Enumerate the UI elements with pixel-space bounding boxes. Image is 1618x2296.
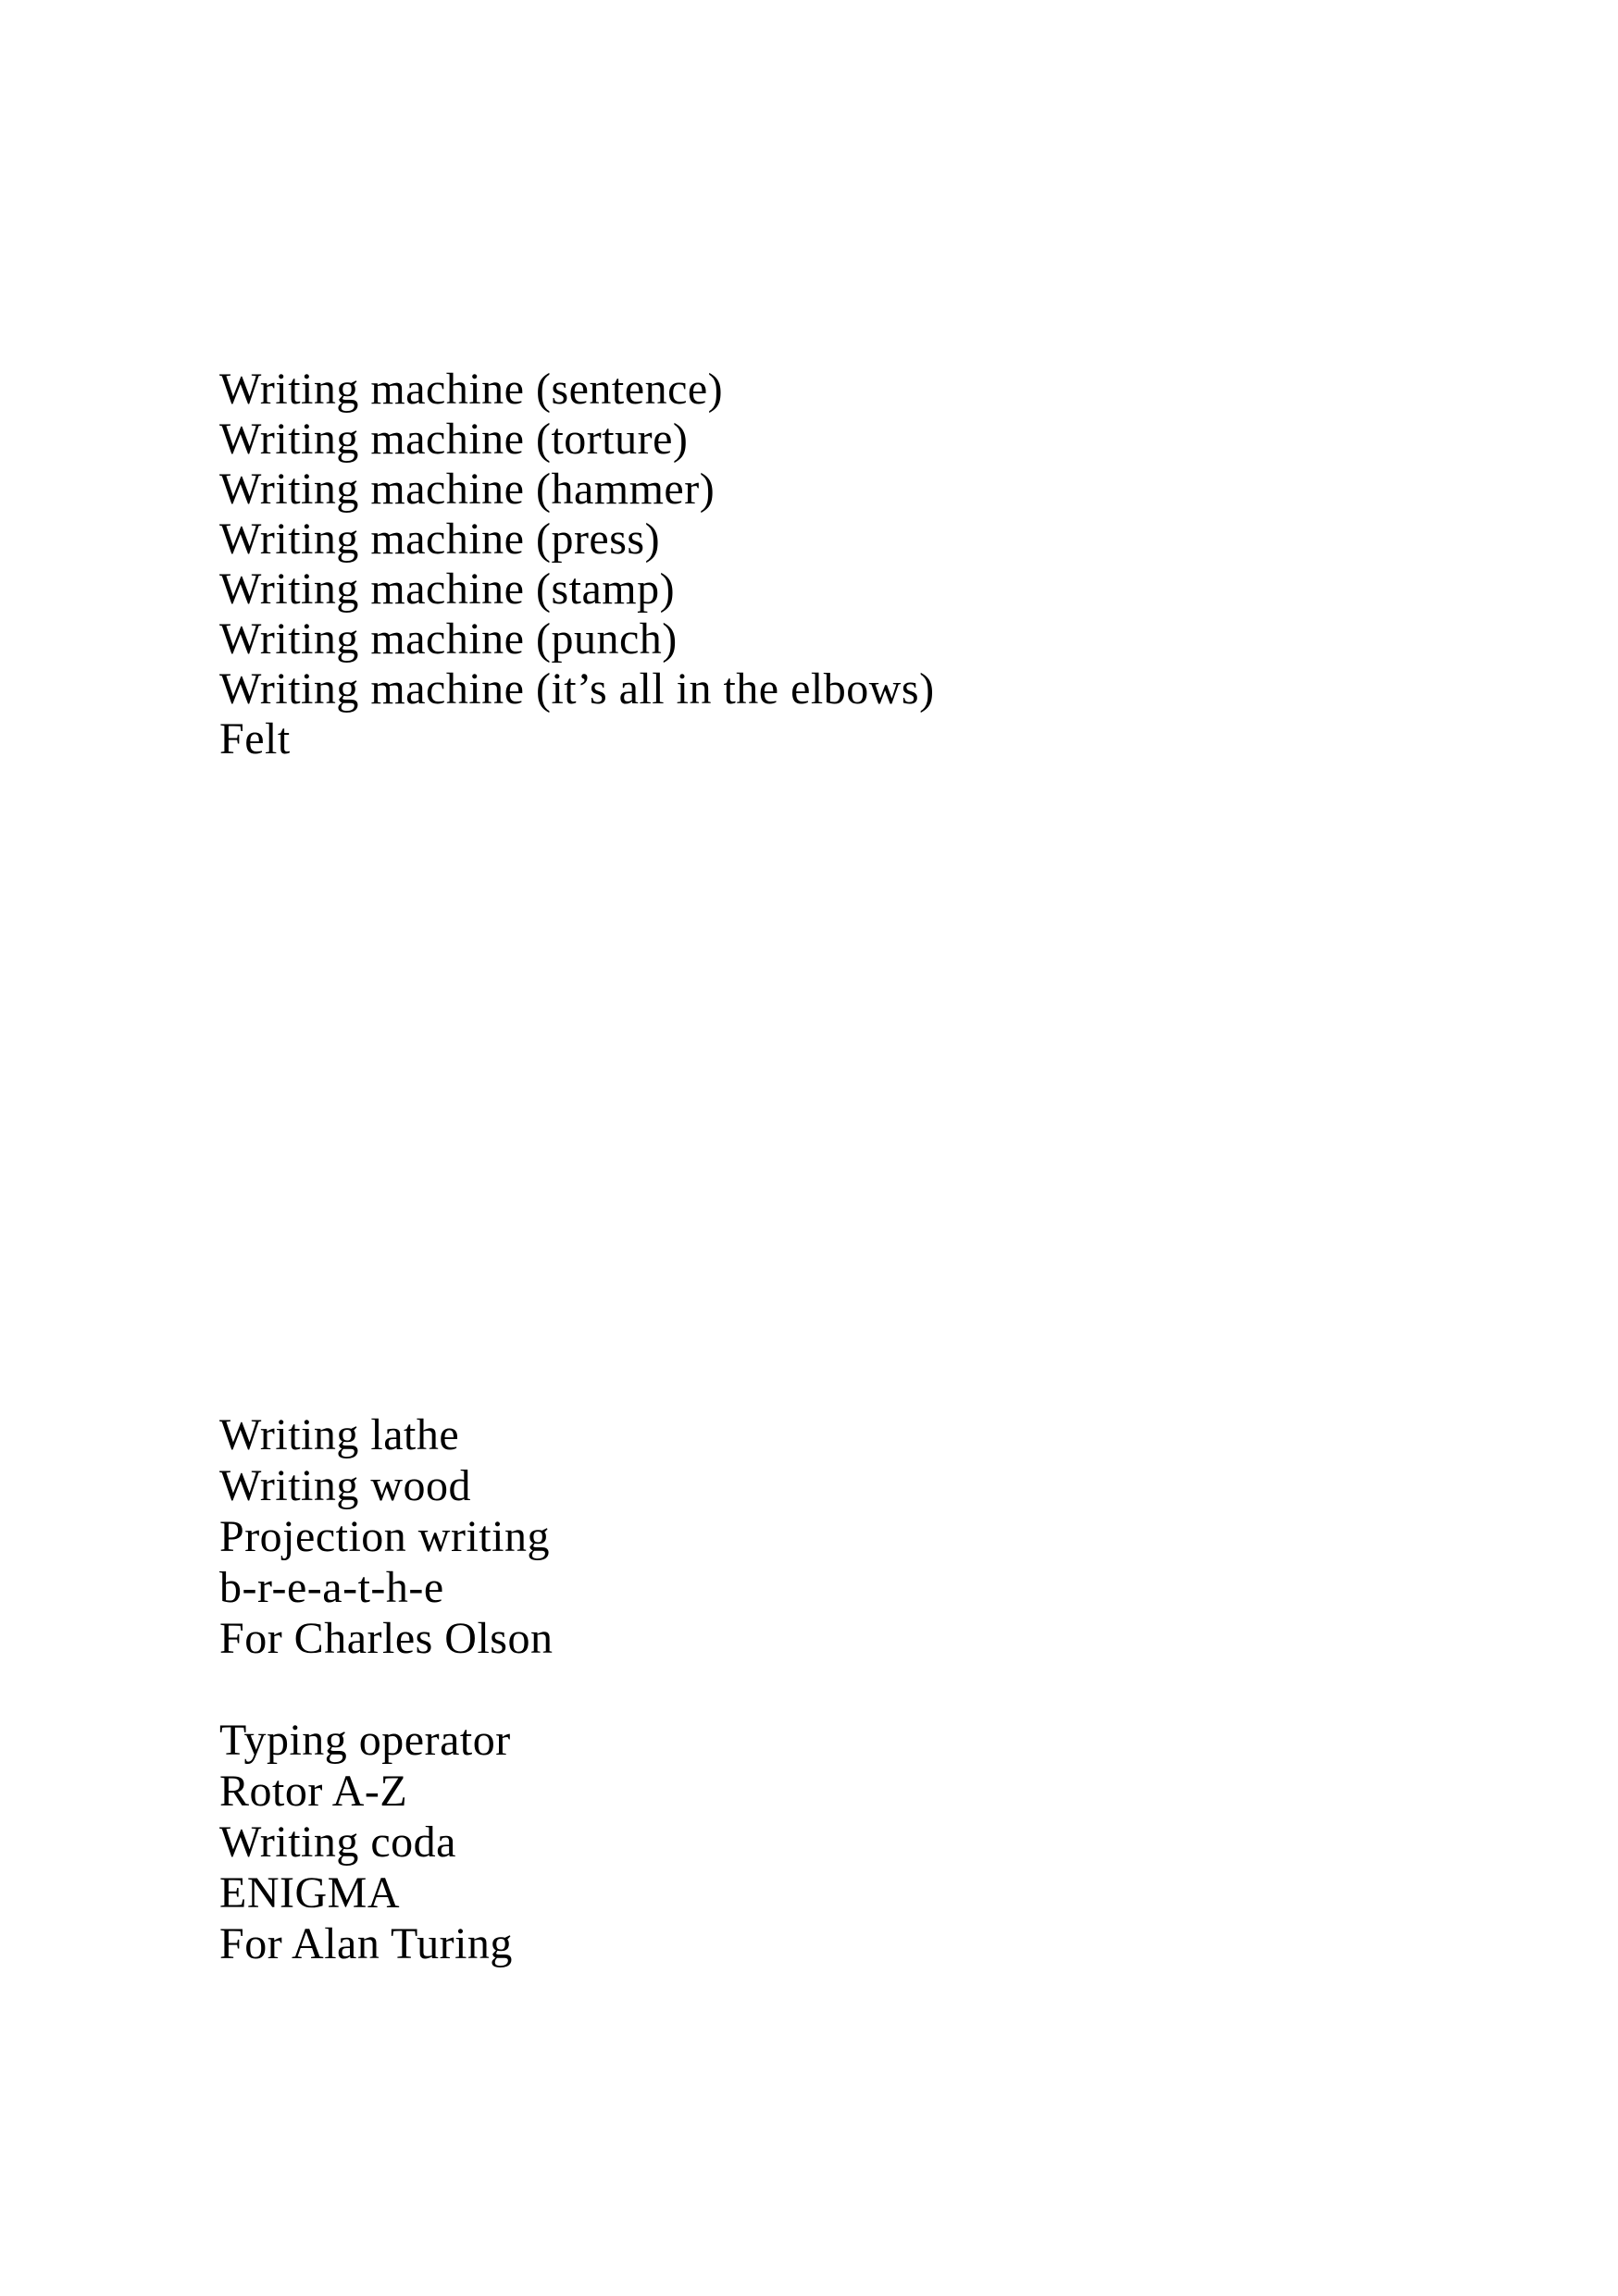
poem-stanza <box>219 1715 553 1969</box>
poem-line: Projection writing <box>219 1512 550 1561</box>
poem-line: For Charles Olson <box>219 1614 554 1663</box>
poem-line: Writing machine (hammer) <box>219 465 716 514</box>
poem-line: For Alan Turing <box>219 1919 513 1968</box>
poem-line: Writing wood <box>219 1461 472 1510</box>
poem-line: ENIGMA <box>219 1868 400 1917</box>
stanza-spacer <box>219 1664 553 1715</box>
poem-line: Writing machine (press) <box>219 515 661 564</box>
poem-line: b-r-e-a-t-h-e <box>219 1563 444 1612</box>
poem-line: Writing lathe <box>219 1410 460 1459</box>
poem-line: Writing machine (it’s all in the elbows) <box>219 664 935 714</box>
poem-stanza <box>219 1409 553 1664</box>
poem-line: Typing operator <box>219 1716 511 1765</box>
poem-title-list-bottom <box>219 1409 553 1969</box>
poem-title-list-top <box>219 365 935 764</box>
poem-line: Felt <box>219 714 291 763</box>
poem-line: Writing machine (stamp) <box>219 565 676 614</box>
poem-line: Rotor A-Z <box>219 1767 408 1816</box>
poem-line: Writing machine (torture) <box>219 415 689 464</box>
poem-line: Writing coda <box>219 1818 456 1867</box>
poem-line: Writing machine (punch) <box>219 614 678 664</box>
poem-line: Writing machine (sentence) <box>219 365 724 414</box>
